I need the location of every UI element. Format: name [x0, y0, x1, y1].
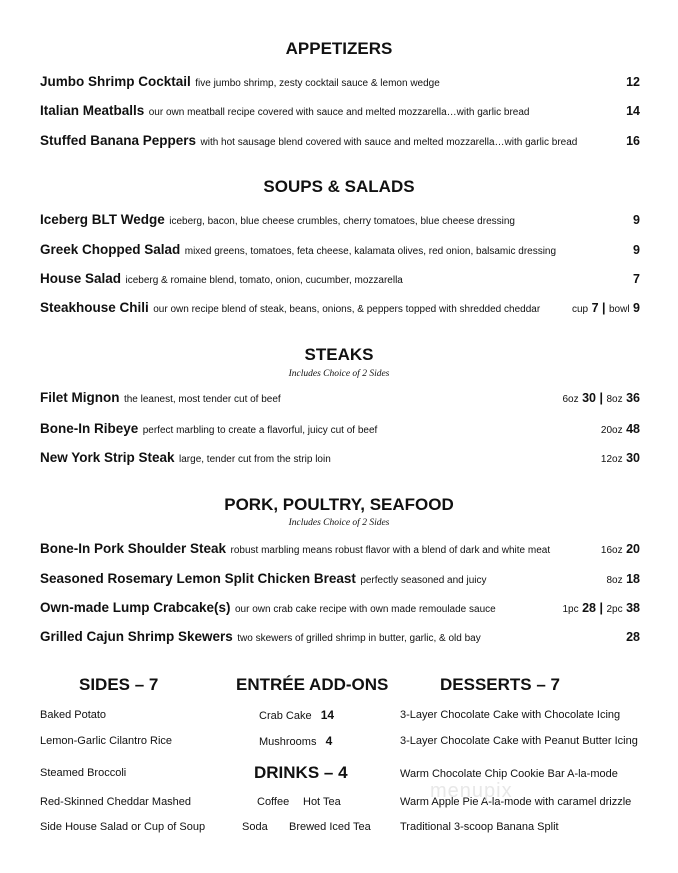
menu-item: [40, 570, 640, 588]
item-price: 30: [582, 391, 597, 405]
menu-item: [40, 540, 640, 558]
drink-item: Soda: [242, 821, 268, 833]
item-desc: perfect marbling to create a flavorful, juicy cut of beef: [142, 425, 378, 436]
item-desc: our own crab cake recipe with own made remoulade sauce: [235, 604, 496, 615]
appetizers-heading: APPETIZERS: [285, 39, 393, 58]
menu-item: [40, 420, 640, 438]
side-item: Lemon-Garlic Cilantro Rice: [40, 735, 173, 747]
item-desc: the leanest, most tender cut of beef: [123, 394, 281, 405]
drink-item: Brewed Iced Tea: [289, 821, 371, 833]
item-name: Seasoned Rosemary Lemon Split Chicken Breast: [40, 571, 356, 586]
size-label: 12oz: [600, 454, 623, 465]
menu-item: [40, 241, 640, 259]
addon-item: [259, 708, 334, 722]
item-desc: iceberg, bacon, blue cheese crumbles, cherry tomatoes, blue cheese dressing: [169, 216, 515, 227]
side-item: Baked Potato: [40, 709, 107, 721]
item-desc: two skewers of grilled shrimp in butter, garlic, & old bay: [237, 633, 481, 644]
item-name: New York Strip Steak: [40, 450, 175, 465]
side-item: Steamed Broccoli: [40, 767, 127, 779]
item-name: Steakhouse Chili: [40, 300, 149, 315]
sides-note: Includes Choice of 2 Sides: [288, 369, 390, 379]
sides-note: Includes Choice of 2 Sides: [288, 518, 390, 528]
item-price: 36: [626, 391, 640, 405]
addons-heading: ENTRÉE ADD-ONS: [236, 675, 389, 694]
item-desc: five jumbo shrimp, zesty cocktail sauce & lemon wedge: [195, 78, 440, 89]
item-price: 30: [626, 451, 640, 465]
watermark: menupix: [430, 780, 513, 802]
item-price: 12: [626, 75, 640, 89]
size-label: cup: [571, 304, 589, 315]
menu-item: [40, 299, 640, 317]
soups-heading: SOUPS & SALADS: [263, 177, 415, 196]
menu-item: [40, 599, 640, 617]
item-price: 38: [626, 601, 640, 615]
size-label: bowl: [608, 304, 630, 315]
item-name: Greek Chopped Salad: [40, 242, 181, 257]
item-price: 14: [626, 104, 640, 118]
addon-price: 4: [325, 734, 333, 748]
item-desc: perfectly seasoned and juicy: [360, 575, 487, 586]
item-price: 18: [626, 572, 640, 586]
dessert-item: Warm Apple Pie A-la-mode with caramel drizzle: [400, 796, 632, 808]
side-item: Red-Skinned Cheddar Mashed: [40, 796, 192, 808]
dessert-item: Traditional 3-scoop Banana Split: [400, 821, 559, 833]
item-price: 28: [582, 601, 597, 615]
dessert-item: Warm Chocolate Chip Cookie Bar A-la-mode: [400, 768, 618, 780]
size-label: 1pc: [562, 604, 579, 615]
item-name: Italian Meatballs: [40, 103, 145, 118]
size-label: 6oz: [562, 394, 579, 405]
item-name: Bone-In Pork Shoulder Steak: [40, 541, 227, 556]
item-desc: our own recipe blend of steak, beans, onions, & peppers topped with shredded cheddar: [153, 304, 541, 315]
menu-item: [40, 389, 640, 407]
item-price: 9: [633, 213, 640, 227]
item-name: Filet Mignon: [40, 390, 120, 405]
menu-item: [40, 449, 640, 467]
item-price: 9: [633, 243, 640, 257]
addon-item: [259, 734, 332, 748]
item-name: Iceberg BLT Wedge: [40, 212, 165, 227]
price-separator: |: [602, 301, 606, 315]
size-label: 2pc: [606, 604, 623, 615]
menu-item: [40, 211, 640, 229]
addon-name: Crab Cake: [259, 710, 312, 722]
menu-item: [40, 132, 640, 150]
price-separator: |: [599, 391, 603, 405]
sides-heading: SIDES – 7: [79, 675, 159, 694]
item-name: Jumbo Shrimp Cocktail: [40, 74, 191, 89]
item-name: House Salad: [40, 271, 122, 286]
item-desc: mixed greens, tomatoes, feta cheese, kalamata olives, red onion, balsamic dressing: [184, 246, 557, 257]
drink-item: Hot Tea: [303, 796, 341, 808]
size-label: 8oz: [606, 575, 623, 586]
item-price: 28: [626, 630, 640, 644]
size-label: 8oz: [606, 394, 623, 405]
item-price: 9: [633, 301, 640, 315]
item-price: 16: [626, 134, 640, 148]
price-separator: |: [599, 601, 603, 615]
item-name: Own-made Lump Crabcake(s): [40, 600, 231, 615]
item-price: 7: [633, 272, 640, 286]
item-desc: our own meatball recipe covered with sauce and melted mozzarella…with garlic bread: [148, 107, 530, 118]
size-label: 16oz: [600, 545, 623, 556]
item-desc: robust marbling means robust flavor with a blend of dark and white meat: [230, 545, 551, 556]
menu-item: [40, 102, 640, 120]
addon-name: Mushrooms: [259, 736, 317, 748]
item-name: Grilled Cajun Shrimp Skewers: [40, 629, 233, 644]
item-desc: iceberg & romaine blend, tomato, onion, cucumber, mozzarella: [125, 275, 403, 286]
item-name: Bone-In Ribeye: [40, 421, 139, 436]
addon-price: 14: [320, 708, 335, 722]
menu-item: [40, 73, 640, 91]
item-price: 20: [626, 542, 640, 556]
size-label: 20oz: [600, 425, 623, 436]
desserts-heading: DESSERTS – 7: [440, 675, 560, 694]
drink-item: Coffee: [257, 796, 290, 808]
drinks-heading: DRINKS – 4: [254, 763, 348, 782]
item-price: 48: [626, 422, 640, 436]
side-item: Side House Salad or Cup of Soup: [40, 821, 206, 833]
item-desc: with hot sausage blend covered with sauce and melted mozzarella…with garlic bread: [200, 137, 578, 148]
menu-item: [40, 628, 640, 646]
item-name: Stuffed Banana Peppers: [40, 133, 197, 148]
dessert-item: 3-Layer Chocolate Cake with Peanut Butter Icing: [400, 735, 638, 747]
steaks-heading: STEAKS: [304, 345, 374, 364]
menu-item: [40, 270, 640, 288]
pork-heading: PORK, POULTRY, SEAFOOD: [224, 495, 454, 514]
dessert-item: 3-Layer Chocolate Cake with Chocolate Icing: [400, 709, 621, 721]
item-desc: large, tender cut from the strip loin: [179, 454, 331, 465]
item-price: 7: [591, 301, 599, 315]
